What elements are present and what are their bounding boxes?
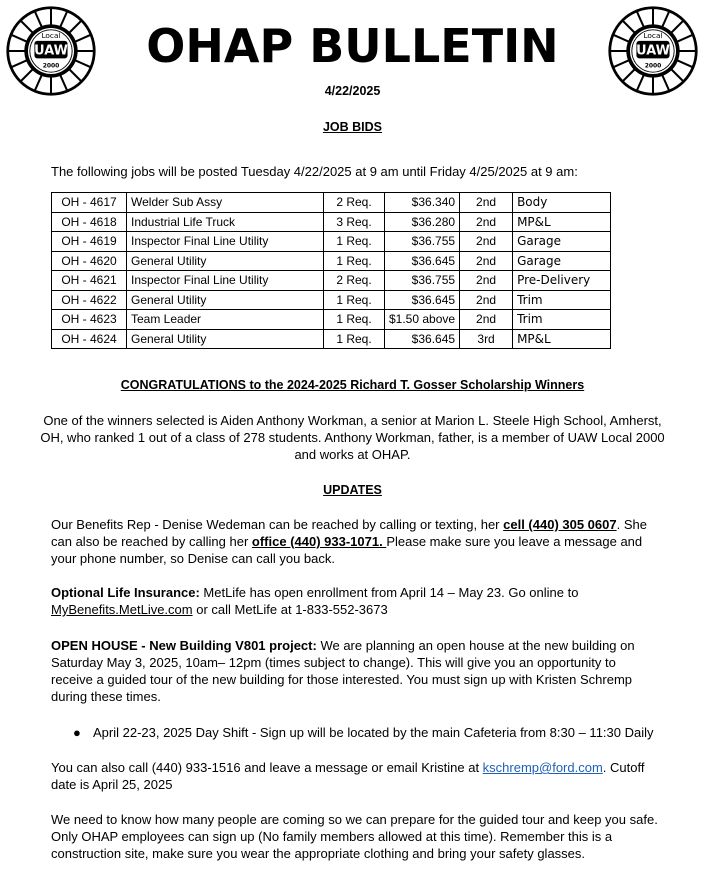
job-title: Inspector Final Line Utility [127, 232, 324, 252]
job-req: 1 Req. [324, 310, 385, 330]
job-bids-table [51, 192, 611, 349]
job-title: Welder Sub Assy [127, 193, 324, 213]
contact-text: You can also call (440) 933-1516 and leave a message or email Kristine at [51, 760, 483, 775]
bullet-icon: ● [73, 725, 81, 740]
svg-text:2000: 2000 [644, 62, 662, 70]
job-id: OH - 4621 [52, 271, 127, 291]
job-shift: 2nd [460, 193, 513, 213]
job-dept: Garage [513, 232, 611, 252]
job-bids-intro: The following jobs will be posted Tuesday 4/22/2025 at 9 am until Friday 4/25/2025 at 9 am: [51, 164, 578, 179]
life-insurance-text: or call MetLife at 1-833-552-3673 [192, 602, 388, 617]
job-id: OH - 4622 [52, 290, 127, 310]
benefits-rep-paragraph [51, 516, 661, 567]
job-dept: Trim [513, 290, 611, 310]
job-req: 2 Req. [324, 193, 385, 213]
updates-heading: UPDATES [323, 483, 382, 497]
life-insurance-label: Optional Life Insurance: [51, 585, 200, 600]
scholarship-heading: CONGRATULATIONS to the 2024-2025 Richard T. Gosser Scholarship Winners [120, 378, 585, 392]
table-row [52, 251, 611, 271]
job-dept: MP&L [513, 212, 611, 232]
job-shift: 2nd [460, 212, 513, 232]
job-shift: 3rd [460, 329, 513, 349]
job-title: General Utility [127, 251, 324, 271]
job-rate: $36.755 [385, 232, 460, 252]
job-id: OH - 4620 [52, 251, 127, 271]
job-shift: 2nd [460, 251, 513, 271]
job-id: OH - 4619 [52, 232, 127, 252]
job-req: 1 Req. [324, 329, 385, 349]
job-bids-heading: JOB BIDS [322, 120, 383, 134]
life-insurance-paragraph [51, 584, 661, 618]
svg-text:Local: Local [643, 31, 663, 41]
svg-text:Local: Local [41, 31, 61, 41]
table-row [52, 212, 611, 232]
sign-up-bullet [73, 724, 654, 741]
job-req: 3 Req. [324, 212, 385, 232]
open-house-label: OPEN HOUSE - New Building V801 project: [51, 638, 317, 653]
job-rate: $36.645 [385, 290, 460, 310]
job-id: OH - 4623 [52, 310, 127, 330]
job-title: Inspector Final Line Utility [127, 271, 324, 291]
job-dept: Trim [513, 310, 611, 330]
sign-up-bullet-text: April 22-23, 2025 Day Shift - Sign up will be located by the main Cafeteria from 8:30 – 11:30 Daily [93, 725, 654, 740]
open-house-paragraph [51, 637, 661, 705]
bulletin-date: 4/22/2025 [324, 84, 381, 98]
table-row [52, 271, 611, 291]
contact-paragraph [51, 759, 661, 793]
table-row [52, 290, 611, 310]
table-row [52, 329, 611, 349]
job-id: OH - 4618 [52, 212, 127, 232]
job-rate: $36.755 [385, 271, 460, 291]
job-rate: $36.280 [385, 212, 460, 232]
job-shift: 2nd [460, 290, 513, 310]
job-req: 1 Req. [324, 251, 385, 271]
table-row [52, 310, 611, 330]
svg-text:UAW: UAW [636, 43, 670, 59]
contact-text: . Cutoff date is April 25, 2025 [51, 760, 645, 792]
svg-text:UAW: UAW [34, 43, 68, 59]
benefits-text: Please make sure you leave a message and your phone number, so Denise can call you back. [51, 534, 643, 566]
job-title: General Utility [127, 329, 324, 349]
table-row [52, 193, 611, 213]
life-insurance-text: MetLife has open enrollment from April 14 – May 23. Go online to [199, 585, 579, 600]
mybenefits-link[interactable]: MyBenefits.MetLive.com [51, 602, 193, 617]
job-title: General Utility [127, 290, 324, 310]
job-dept: MP&L [513, 329, 611, 349]
benefits-text: Our Benefits Rep - Denise Wedeman can be reached by calling or texting, her [51, 517, 504, 532]
job-dept: Pre-Delivery [513, 271, 611, 291]
benefits-text: . She can also be reached by calling her [51, 517, 647, 549]
job-id: OH - 4624 [52, 329, 127, 349]
job-title: Industrial Life Truck [127, 212, 324, 232]
job-req: 2 Req. [324, 271, 385, 291]
cell-phone-number: cell (440) 305 0607 [503, 517, 617, 532]
job-req: 1 Req. [324, 232, 385, 252]
job-rate: $36.645 [385, 251, 460, 271]
svg-text:2000: 2000 [42, 62, 60, 70]
open-house-text: We are planning an open house at the new building on Saturday May 3, 2025, 10am– 12pm (times subject to change). This will give you an opportunity to receive a guided tour of the new building for those interested. You must sign up with Kristen Schremp during these times. [51, 638, 635, 704]
job-id: OH - 4617 [52, 193, 127, 213]
job-title: Team Leader [127, 310, 324, 330]
job-dept: Body [513, 193, 611, 213]
job-shift: 2nd [460, 310, 513, 330]
email-link[interactable]: kschremp@ford.com [482, 760, 603, 775]
bulletin-title: OHAP BULLETIN [146, 19, 559, 73]
safety-paragraph: We need to know how many people are coming so we can prepare for the guided tour and keep you safe. Only OHAP employees can sign up (No family members allowed at this time). Remember this is a construction site, make sure you wear the appropriate clothing and bring your safety glasses. [51, 812, 658, 861]
table-row [52, 232, 611, 252]
scholarship-body: One of the winners selected is Aiden Anthony Workman, a senior at Marion L. Steele High School, Amherst, OH, who ranked 1 out of a class of 278 students. Anthony Workman, father, is a member of UAW Local 2000 and works at OHAP. [40, 413, 665, 462]
job-dept: Garage [513, 251, 611, 271]
job-req: 1 Req. [324, 290, 385, 310]
job-rate: $36.645 [385, 329, 460, 349]
office-phone-number: office (440) 933-1071. [251, 534, 387, 549]
job-rate: $36.340 [385, 193, 460, 213]
job-shift: 2nd [460, 232, 513, 252]
job-shift: 2nd [460, 271, 513, 291]
job-rate: $1.50 above [385, 310, 460, 330]
